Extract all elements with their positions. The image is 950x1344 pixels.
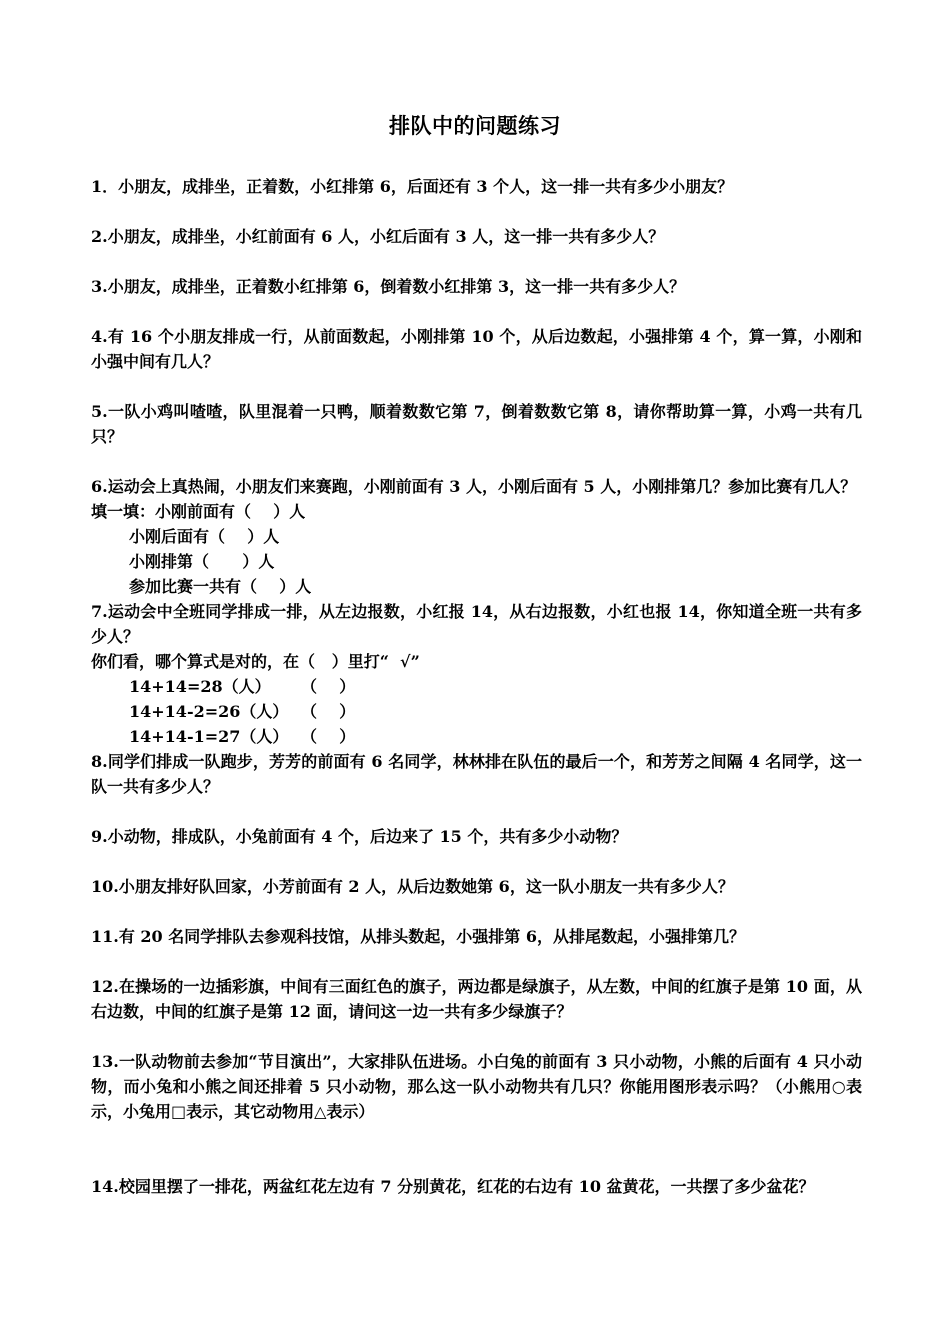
option-expression: 14+14-2=26（人）: [129, 702, 289, 721]
question-7-option: [91, 724, 862, 749]
question-6: 6.运动会上真热闹，小朋友们来赛跑，小刚前面有 3 人，小刚后面有 5 人，小刚排第几？参加比赛有几人？: [91, 477, 857, 496]
question-9: 9.小动物，排成队，小兔前面有 4 个，后边来了 15 个，共有多少小动物？: [91, 827, 628, 846]
page-title: 排队中的问题练习: [389, 114, 561, 138]
question-13: 13.一队动物前去参加“节目演出”，大家排队伍进场。小白兔的前面有 3 只小动物，小熊的后面有 4 只小动物，而小兔和小熊之间还排着 5 只小动物，那么这一队小动物共有几只？你能用图形表示吗？（小熊用○表示，小兔用□表示，其它动物用△表示）: [91, 1052, 862, 1121]
question-list: [91, 174, 862, 1199]
question-7-option: [91, 699, 862, 724]
question-1: 1．小朋友，成排坐，正着数，小红排第 6，后面还有 3 个人，这一排一共有多少小朋友？: [91, 177, 734, 196]
question-10: 10.小朋友排好队回家，小芳前面有 2 人，从后边数她第 6，这一队小朋友一共有多少人？: [91, 877, 734, 896]
question-6-fill-line: 小刚排第（ ）人: [129, 552, 275, 571]
question-6-fill-line: 填一填：小刚前面有（ ）人: [91, 502, 306, 521]
question-11: 11.有 20 名同学排队去参观科技馆，从排头数起，小强排第 6，从排尾数起，小强排第几？: [91, 927, 745, 946]
option-answer-box: （ ）: [301, 677, 356, 696]
question-4: 4.有 16 个小朋友排成一行，从前面数起，小刚排第 10 个，从后边数起，小强排第 4 个，算一算，小刚和小强中间有几人？: [91, 327, 862, 371]
question-6-fill-line: 参加比赛一共有（ ）人: [129, 577, 312, 596]
question-5: 5.一队小鸡叫喳喳，队里混着一只鸭，顺着数数它第 7，倒着数数它第 8，请你帮助算一算，小鸡一共有几只？: [91, 402, 862, 446]
question-12: 12.在操场的一边插彩旗，中间有三面红色的旗子，两边都是绿旗子，从左数，中间的红旗子是第 10 面，从右边数，中间的红旗子是第 12 面，请问这一边一共有多少绿旗子？: [91, 977, 862, 1021]
question-7: 7.运动会中全班同学排成一排，从左边报数，小红报 14，从右边报数，小红也报 14，你知道全班一共有多少人？: [91, 602, 862, 646]
question-7-prompt: 你们看，哪个算式是对的，在（ ）里打“ √”: [91, 652, 420, 671]
question-2: 2.小朋友，成排坐，小红前面有 6 人，小红后面有 3 人，这一排一共有多少人？: [91, 227, 665, 246]
question-7-option: [91, 674, 862, 699]
option-answer-box: （ ）: [301, 727, 356, 746]
question-3: 3.小朋友，成排坐，正着数小红排第 6，倒着数小红排第 3，这一排一共有多少人？: [91, 277, 686, 296]
question-14: 14.校园里摆了一排花，两盆红花左边有 7 分别黄花，红花的右边有 10 盆黄花，一共摆了多少盆花？: [91, 1177, 815, 1196]
question-6-fill-line: 小刚后面有（ ）人: [129, 527, 280, 546]
option-expression: 14+14=28（人）: [129, 677, 271, 696]
question-8: 8.同学们排成一队跑步，芳芳的前面有 6 名同学，林林排在队伍的最后一个，和芳芳之间隔 4 名同学，这一队一共有多少人？: [91, 752, 862, 796]
option-expression: 14+14-1=27（人）: [129, 727, 289, 746]
option-answer-box: （ ）: [301, 702, 356, 721]
